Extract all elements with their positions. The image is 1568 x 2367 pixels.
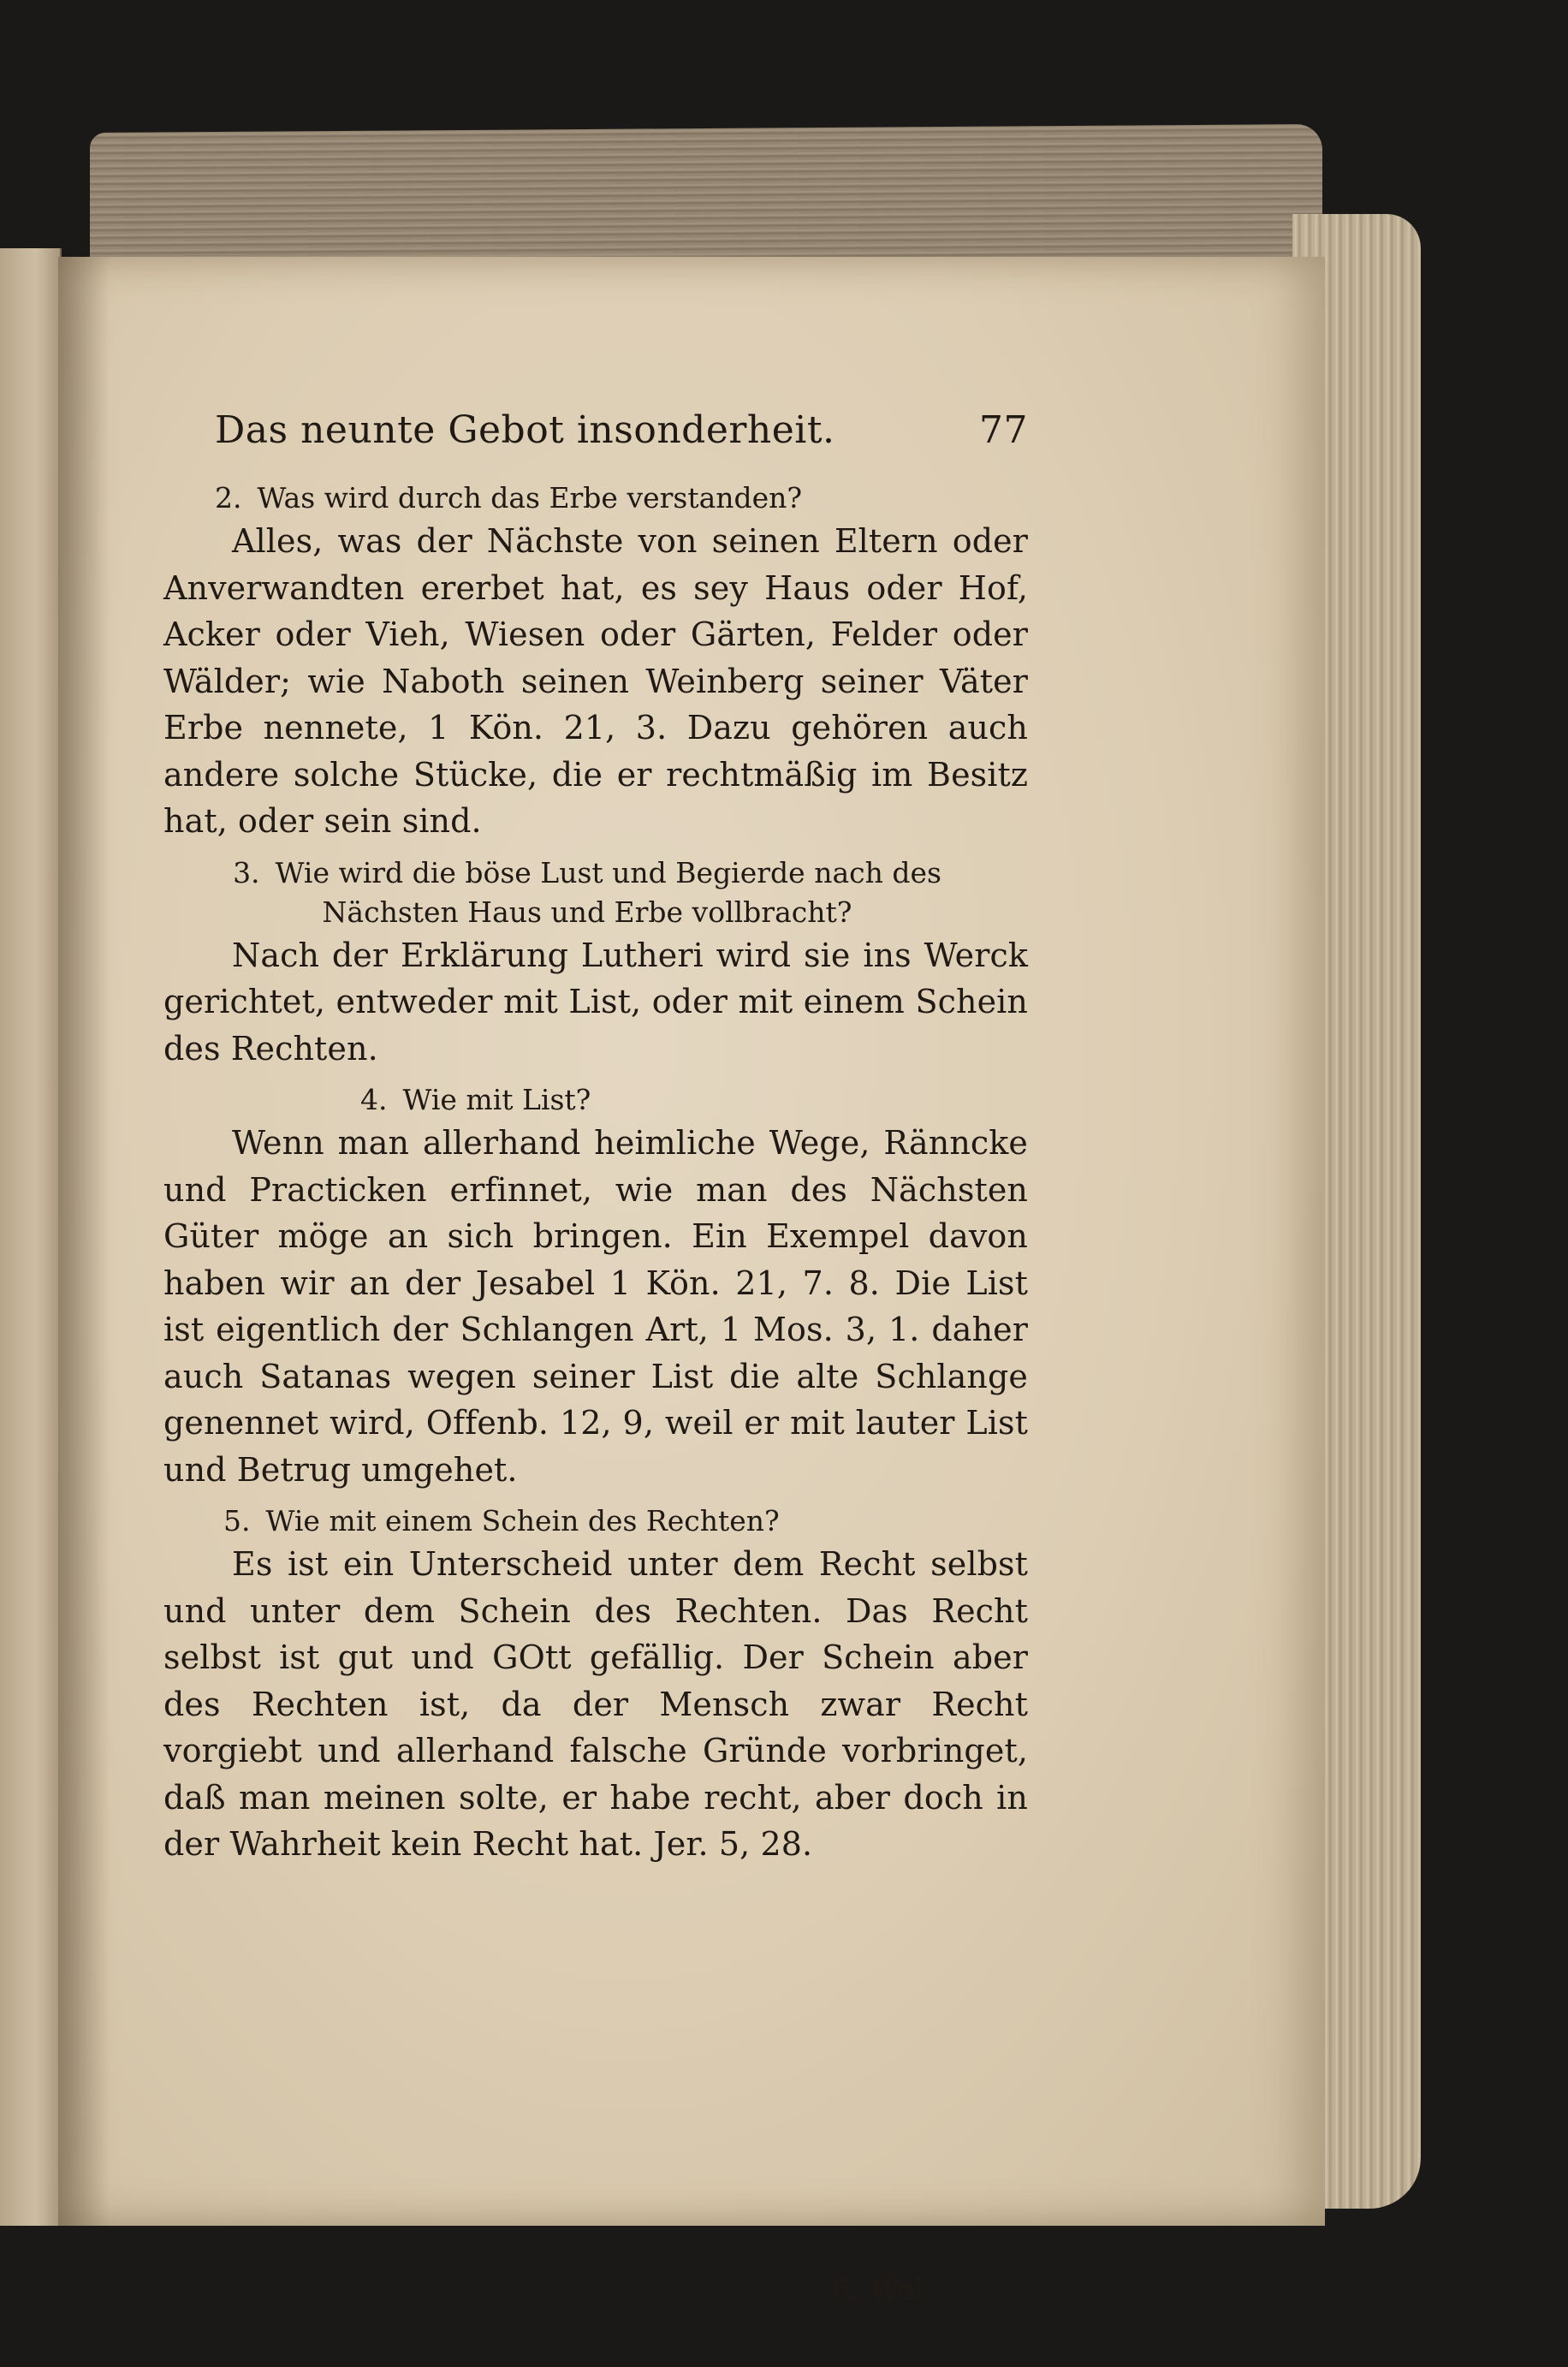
catchword: 6. Wel-	[833, 2273, 934, 2307]
question-5	[163, 1502, 1028, 1541]
question-number: 3.	[233, 855, 260, 889]
question-text: Wie wird die böse Lust und Begierde nach des Nächsten Haus und Erbe vollbracht?	[275, 855, 941, 929]
answer-2: Alles, was der Nächste von seinen Eltern oder Anverwandten ererbet hat, es sey Haus oder Hof, Acker oder Vieh, Wiesen oder Gärten, Felder oder Wälder; wie Naboth seinen Weinberg seiner Väter Erbe nennete, 1 Kön. 21, 3. Dazu gehören auch andere solche Stücke, die er rechtmäßig im Besitz hat, oder sein sind.	[163, 522, 1028, 840]
gutter-shadow	[58, 257, 110, 2226]
question-text: Wie mit einem Schein des Rechten?	[265, 1504, 780, 1537]
question-number: 4.	[360, 1083, 388, 1116]
page-number: 77	[979, 408, 1028, 452]
page-text	[163, 390, 1028, 1876]
running-title: Das neunte Gebot insonderheit.	[215, 408, 835, 452]
running-header	[163, 390, 1028, 467]
answer-5: Es ist ein Unterscheid unter dem Recht selbst und unter dem Schein des Rechten. Das Recht selbst ist gut und GOtt gefällig. Der Schein aber des Rechten ist, da der Mensch zwar Recht vorgiebt und allerhand falsche Gründe vorbringet, daß man meinen solte, er habe recht, aber doch in der Wahrheit kein Recht hat. Jer. 5, 28.	[163, 1545, 1028, 1863]
question-3	[163, 853, 1028, 932]
question-text: Was wird durch das Erbe verstanden?	[257, 481, 803, 514]
answer-3: Nach der Erklärung Lutheri wird sie ins Werck gerichtet, entweder mit List, oder mit einem Schein des Rechten.	[163, 936, 1028, 1068]
left-page-edge	[0, 248, 62, 2226]
page-block-top-edge	[90, 124, 1322, 278]
book-page	[58, 257, 1325, 2307]
answer-4: Wenn man allerhand heimliche Wege, Ränncke und Practicken erfinnet, wie man des Nächsten Güter möge an sich bringen. Ein Exempel davon haben wir an der Jesabel 1 Kön. 21, 7. 8. Die List ist eigentlich der Schlangen Art, 1 Mos. 3, 1. daher auch Satanas wegen seiner List die alte Schlange genennet wird, Offenb. 12, 9, weil er mit lauter List und Betrug umgehet.	[163, 1124, 1028, 1489]
question-number: 2.	[215, 481, 242, 514]
question-4	[163, 1080, 1028, 1120]
question-2	[163, 479, 1028, 518]
question-number: 5.	[223, 1504, 251, 1537]
question-text: Wie mit List?	[402, 1083, 591, 1116]
